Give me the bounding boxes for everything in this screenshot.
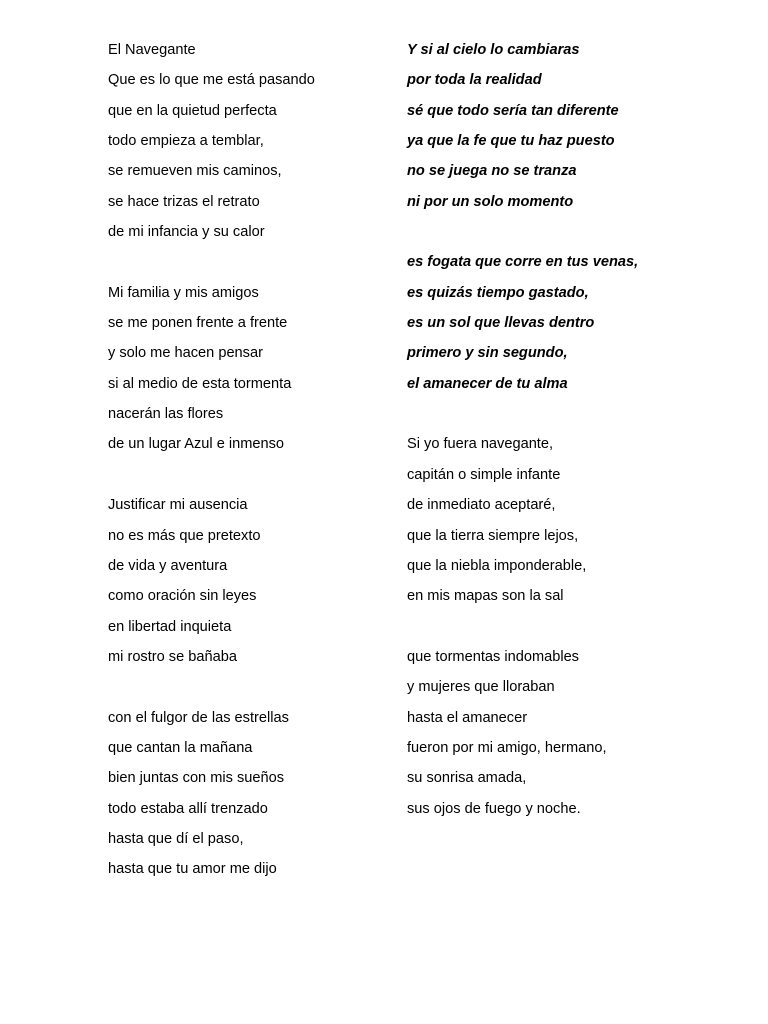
- right-verse-line: sé que todo sería tan diferente: [407, 102, 619, 119]
- right-verse-line: no se juega no se tranza: [407, 163, 577, 180]
- right-verse-line: que tormentas indomables: [407, 648, 579, 665]
- right-stanza-break: [407, 403, 707, 433]
- right-verse-line: fueron por mi amigo, hermano,: [407, 739, 607, 756]
- poem-right-column: [407, 39, 707, 828]
- right-verse-line: que la niebla imponderable,: [407, 557, 587, 574]
- right-verse-line: ni por un solo momento: [407, 193, 574, 210]
- left-verse-line: y solo me hacen pensar: [108, 345, 263, 362]
- right-verse-line: Y si al cielo lo cambiaras: [407, 42, 580, 58]
- left-verse-line: se me ponen frente a frente: [108, 315, 288, 332]
- left-verse-line: El Navegante: [108, 42, 196, 58]
- right-verse-line: su sonrisa amada,: [407, 770, 527, 787]
- left-verse-line: de mi infancia y su calor: [108, 224, 265, 241]
- left-stanza-break: [108, 676, 408, 706]
- left-stanza-break: [108, 464, 408, 494]
- left-verse-line: con el fulgor de las estrellas: [108, 709, 289, 726]
- right-verse-line: que la tierra siempre lejos,: [407, 527, 579, 544]
- left-verse-line: mi rostro se bañaba: [108, 648, 237, 665]
- left-stanza-break: [108, 251, 408, 281]
- left-verse-line: Mi familia y mis amigos: [108, 284, 259, 301]
- left-verse-line: si al medio de esta tormenta: [108, 375, 292, 392]
- right-stanza-break: [407, 221, 707, 251]
- left-verse-line: bien juntas con mis sueños: [108, 770, 285, 787]
- right-verse-line: hasta el amanecer: [407, 709, 528, 726]
- left-verse-line: todo estaba allí trenzado: [108, 800, 268, 817]
- left-verse-line: nacerán las flores: [108, 406, 224, 423]
- left-verse-line: de vida y aventura: [108, 557, 228, 574]
- right-verse-line: el amanecer de tu alma: [407, 375, 568, 392]
- left-verse-line: en libertad inquieta: [108, 618, 232, 635]
- left-verse-line: como oración sin leyes: [108, 588, 257, 605]
- right-verse-line: de inmediato aceptaré,: [407, 497, 556, 514]
- left-verse-line: se hace trizas el retrato: [108, 193, 260, 210]
- left-verse-line: todo empieza a temblar,: [108, 133, 264, 150]
- right-verse-line: es un sol que llevas dentro: [407, 315, 595, 332]
- left-verse-line: de un lugar Azul e inmenso: [108, 436, 285, 453]
- right-verse-line: Si yo fuera navegante,: [407, 436, 554, 453]
- left-verse-line: Justificar mi ausencia: [108, 497, 248, 514]
- right-verse-line: capitán o simple infante: [407, 466, 561, 483]
- right-verse-line: es quizás tiempo gastado,: [407, 284, 589, 301]
- left-verse-line: que en la quietud perfecta: [108, 102, 277, 119]
- left-verse-line: hasta que dí el paso,: [108, 830, 244, 847]
- left-verse-line: que cantan la mañana: [108, 739, 253, 756]
- left-verse-line: hasta que tu amor me dijo: [108, 861, 277, 878]
- right-verse-line: ya que la fe que tu haz puesto: [407, 133, 615, 150]
- right-verse-line: y mujeres que lloraban: [407, 679, 555, 696]
- right-verse-line: es fogata que corre en tus venas,: [407, 254, 639, 271]
- left-verse-line: Que es lo que me está pasando: [108, 72, 315, 89]
- poem-left-column: [108, 39, 408, 889]
- right-verse-line: en mis mapas son la sal: [407, 588, 564, 605]
- right-verse-line: primero y sin segundo,: [407, 345, 568, 362]
- right-stanza-break: [407, 616, 707, 646]
- right-verse-line: sus ojos de fuego y noche.: [407, 800, 581, 817]
- left-verse-line: no es más que pretexto: [108, 527, 261, 544]
- right-verse-line: por toda la realidad: [407, 72, 542, 89]
- left-verse-line: se remueven mis caminos,: [108, 163, 282, 180]
